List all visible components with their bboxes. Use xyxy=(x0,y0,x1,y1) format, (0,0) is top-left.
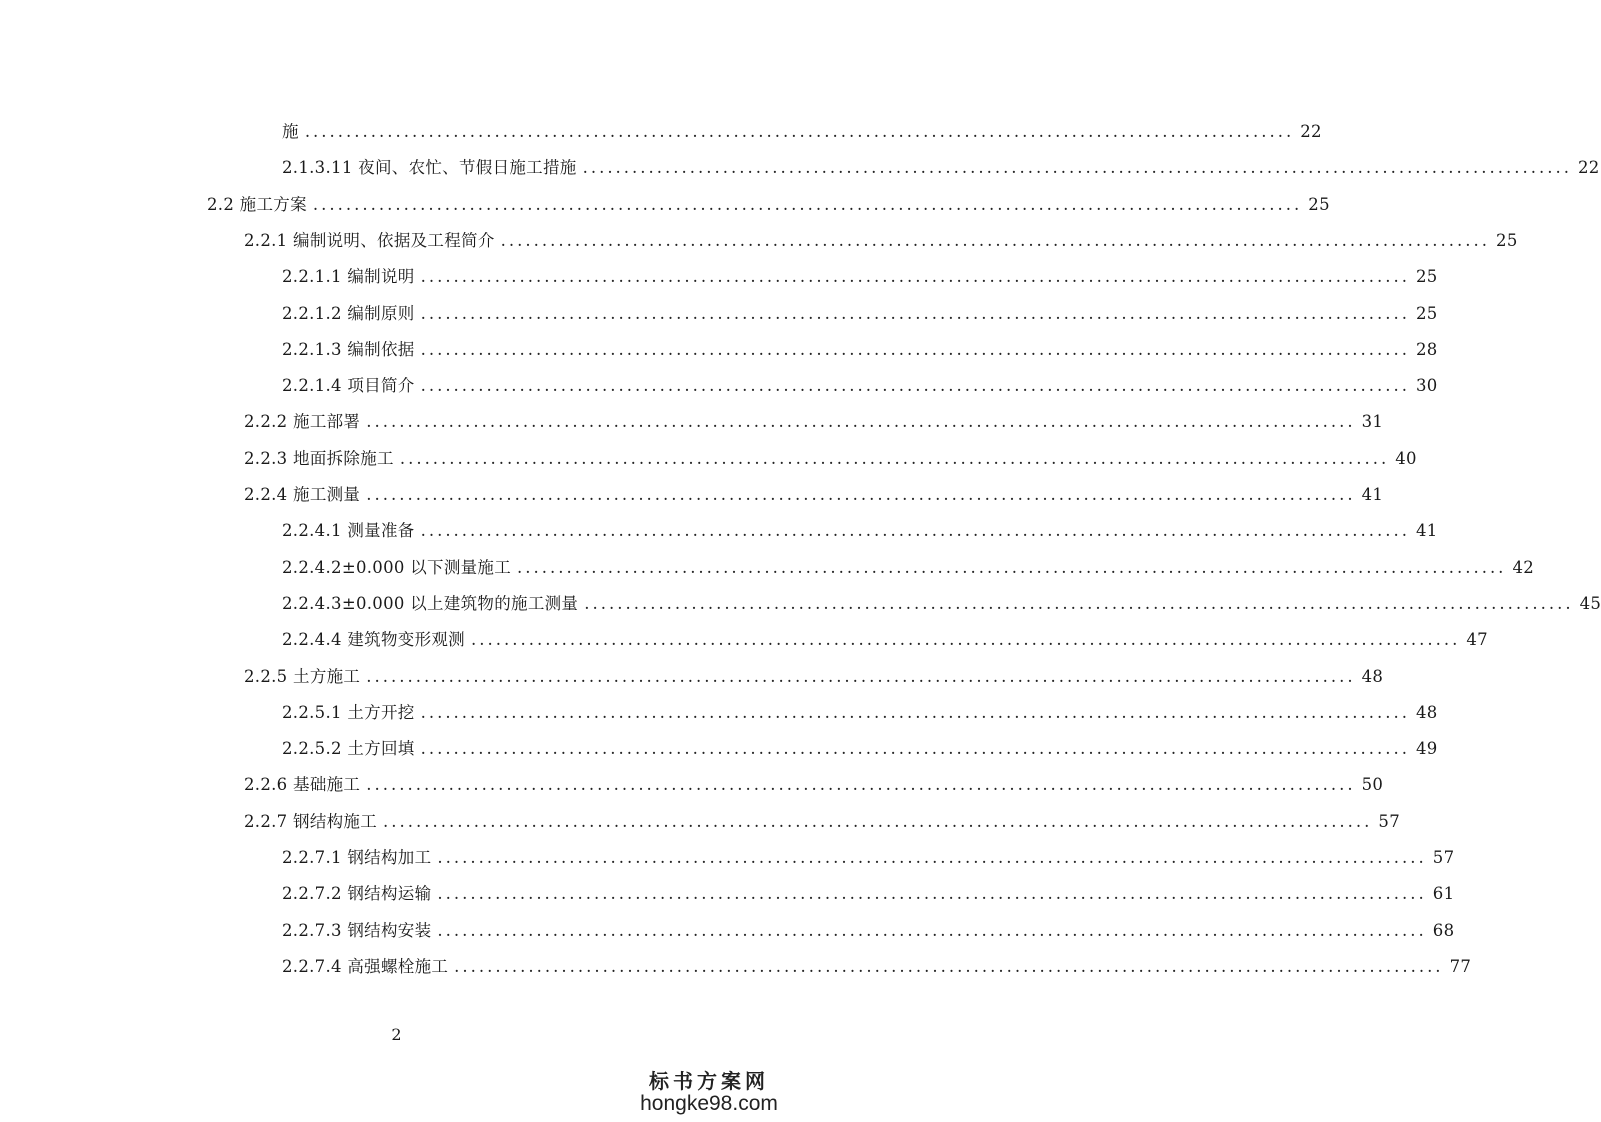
toc-entry-page: 42 xyxy=(1512,557,1535,577)
toc-entry[interactable] xyxy=(244,441,1417,477)
toc-dot-leader: ........................................................................................................................ xyxy=(366,775,1356,795)
toc-entry[interactable] xyxy=(282,368,1438,404)
toc-entry[interactable] xyxy=(282,695,1438,731)
toc-entry-page: 77 xyxy=(1449,956,1472,976)
toc-dot-leader: ........................................................................................................................ xyxy=(584,593,1574,613)
toc-entry-title: 2.2.7.2 钢结构运输 xyxy=(282,884,432,904)
toc-dot-leader: ........................................................................................................................ xyxy=(420,702,1410,722)
toc-entry-title: 2.2.4.3±0.000 以上建筑物的施工测量 xyxy=(282,593,579,613)
toc-entry-title: 2.2.7.4 高强螺栓施工 xyxy=(282,956,449,976)
toc-entry-page: 31 xyxy=(1361,412,1384,432)
toc-entry-title: 2.2.5.1 土方开挖 xyxy=(282,702,415,722)
toc-entry-title: 2.2.4.2±0.000 以下测量施工 xyxy=(282,557,512,577)
toc-entry-title: 2.2 施工方案 xyxy=(207,194,307,214)
toc-entry-page: 48 xyxy=(1415,702,1438,722)
toc-entry[interactable] xyxy=(282,840,1455,876)
toc-entry-page: 25 xyxy=(1415,303,1438,323)
toc-dot-leader: ........................................................................................................................ xyxy=(500,230,1491,250)
toc-entry-page: 22 xyxy=(1300,122,1322,141)
toc-dot-leader: ........................................................................................................................ xyxy=(420,339,1410,359)
toc-entry-title: 2.2.4.4 建筑物变形观测 xyxy=(282,630,465,650)
toc-entry-page: 25 xyxy=(1496,230,1518,250)
toc-entry-page: 30 xyxy=(1415,376,1438,396)
toc-entry-title: 2.2.5 土方施工 xyxy=(244,666,361,686)
toc-entry[interactable] xyxy=(282,550,1535,586)
toc-dot-leader: ........................................................................................................................ xyxy=(420,739,1410,759)
toc-entry-page: 40 xyxy=(1395,448,1417,468)
toc-entry-page: 25 xyxy=(1308,194,1330,214)
toc-dot-leader: ........................................................................................................................ xyxy=(437,848,1427,867)
page-number: 2 xyxy=(391,1025,402,1044)
toc-entry-title: 2.2.1.4 项目简介 xyxy=(282,376,415,396)
watermark-logo xyxy=(639,1065,779,1116)
toc-dot-leader: ........................................................................................................................ xyxy=(366,485,1356,504)
toc-dot-leader: ........................................................................................................................ xyxy=(304,122,1295,141)
toc-entry[interactable] xyxy=(244,659,1384,695)
toc-entry-page: 57 xyxy=(1432,848,1455,867)
toc-dot-leader: ........................................................................................................................ xyxy=(454,956,1444,976)
toc-entry-title: 2.2.1.2 编制原则 xyxy=(282,303,415,323)
toc-entry-page: 25 xyxy=(1415,267,1438,287)
toc-dot-leader: ........................................................................................................................ xyxy=(437,920,1427,940)
toc-entry[interactable] xyxy=(244,767,1384,803)
toc-entry[interactable] xyxy=(282,259,1438,295)
toc-dot-leader: ........................................................................................................................ xyxy=(366,412,1356,432)
toc-entry-title: 2.2.7.1 钢结构加工 xyxy=(282,848,432,867)
toc-entry-page: 61 xyxy=(1432,884,1455,904)
toc-entry-page: 41 xyxy=(1415,521,1438,541)
toc-entry[interactable] xyxy=(282,876,1455,912)
toc-entry[interactable] xyxy=(207,187,1330,223)
toc-entry[interactable] xyxy=(282,114,1322,150)
toc-entry-title: 2.2.2 施工部署 xyxy=(244,412,361,432)
toc-dot-leader: ........................................................................................................................ xyxy=(366,666,1356,686)
toc-entry[interactable] xyxy=(244,477,1384,513)
toc-entry-page: 22 xyxy=(1577,158,1600,178)
toc-entry-page: 47 xyxy=(1466,630,1488,650)
toc-entry[interactable] xyxy=(282,731,1438,767)
toc-entry-title: 2.1.3.11 夜间、农忙、节假日施工措施 xyxy=(282,158,577,178)
toc-dot-leader: ........................................................................................................................ xyxy=(420,303,1410,323)
toc-entry-page: 57 xyxy=(1378,811,1401,831)
toc-entry-title: 2.2.4.1 测量准备 xyxy=(282,521,415,541)
watermark-title: 标书方案网 xyxy=(649,1069,769,1093)
toc-dot-leader: ........................................................................................................................ xyxy=(420,521,1410,541)
toc-entry-title: 施 xyxy=(282,122,299,141)
toc-entry-page: 28 xyxy=(1415,339,1438,359)
toc-entry[interactable] xyxy=(282,949,1472,985)
toc-entry[interactable] xyxy=(282,586,1601,622)
toc-entry-page: 48 xyxy=(1361,666,1384,686)
toc-entry-page: 45 xyxy=(1579,593,1601,613)
toc-entry-title: 2.2.6 基础施工 xyxy=(244,775,361,795)
toc-dot-leader: ........................................................................................................................ xyxy=(312,194,1303,214)
toc-entry-title: 2.2.4 施工测量 xyxy=(244,485,361,504)
toc-entry-title: 2.2.1 编制说明、依据及工程简介 xyxy=(244,230,495,250)
toc-dot-leader: ........................................................................................................................ xyxy=(420,376,1410,396)
toc-entry-page: 49 xyxy=(1415,739,1438,759)
toc-entry[interactable] xyxy=(282,513,1438,549)
toc-entry[interactable] xyxy=(244,223,1518,259)
toc-entry-page: 50 xyxy=(1361,775,1384,795)
toc-entry-title: 2.2.1.3 编制依据 xyxy=(282,339,415,359)
toc-dot-leader: ........................................................................................................................ xyxy=(437,884,1427,904)
toc-dot-leader: ........................................................................................................................ xyxy=(517,557,1507,577)
toc-dot-leader: ........................................................................................................................ xyxy=(383,811,1373,831)
toc-dot-leader: ........................................................................................................................ xyxy=(420,267,1410,287)
toc-entry[interactable] xyxy=(282,150,1600,186)
toc-entry[interactable] xyxy=(282,913,1455,949)
toc-entry-title: 2.2.7 钢结构施工 xyxy=(244,811,378,831)
toc-dot-leader: ........................................................................................................................ xyxy=(399,448,1390,468)
toc-entry[interactable] xyxy=(282,622,1488,658)
toc-entry[interactable] xyxy=(282,332,1438,368)
toc-entry-title: 2.2.1.1 编制说明 xyxy=(282,267,415,287)
toc-entry-page: 41 xyxy=(1361,485,1384,504)
toc-dot-leader: ........................................................................................................................ xyxy=(582,158,1572,178)
toc-dot-leader: ........................................................................................................................ xyxy=(470,630,1461,650)
toc-entry-title: 2.2.5.2 土方回填 xyxy=(282,739,415,759)
watermark-domain: hongke98.com xyxy=(640,1092,778,1115)
toc-entry-title: 2.2.3 地面拆除施工 xyxy=(244,448,394,468)
toc-entry-title: 2.2.7.3 钢结构安装 xyxy=(282,920,432,940)
toc-entry-page: 68 xyxy=(1432,920,1455,940)
toc-entry[interactable] xyxy=(244,804,1401,840)
toc-entry[interactable] xyxy=(244,404,1384,440)
toc-entry[interactable] xyxy=(282,296,1438,332)
